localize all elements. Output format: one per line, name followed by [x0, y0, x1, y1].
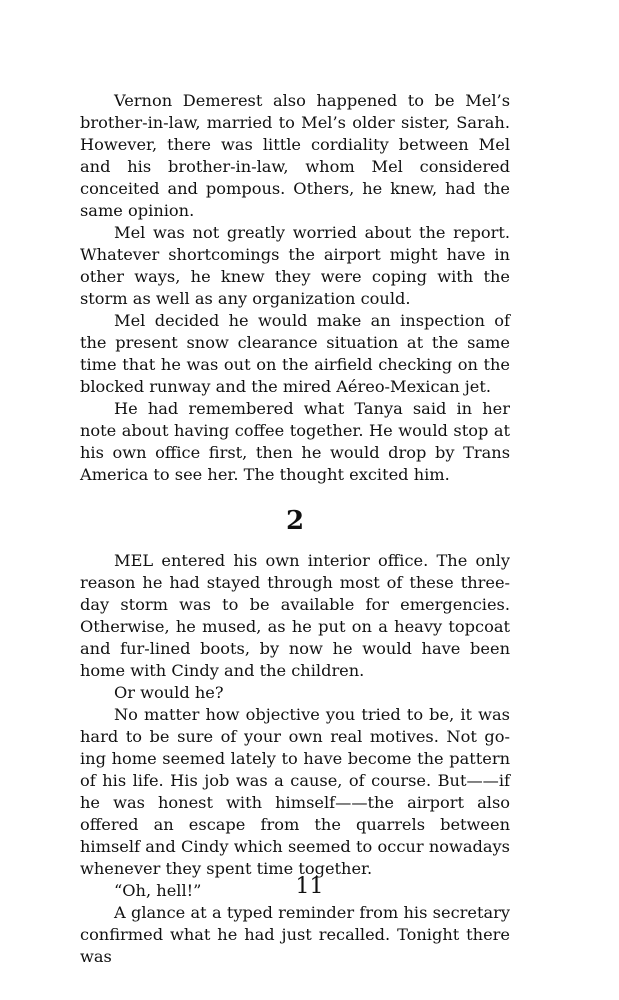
section-one	[80, 90, 510, 486]
paragraph: MEL entered his own interior office. The only reason he had stayed through most of these three-day storm was to be available for emergencies. Otherwise, he mused, as he put on a heavy topcoat and fur-lined boots, by now he would have been home with Cindy and the children.	[80, 551, 510, 680]
chapter-number: 2	[285, 506, 305, 536]
section-two	[80, 550, 510, 968]
paragraph: He had remembered what Tanya said in her note about having coffee together. He would stop at his own office first, then he would drop by Trans America to see her. The thought excited him.	[80, 399, 510, 484]
paragraph: Or would he?	[114, 683, 224, 702]
paragraph: A glance at a typed reminder from his secretary confirmed what he had just recalled. Tonight there was	[80, 903, 510, 966]
paragraph: “Oh, hell!”	[114, 881, 202, 900]
page-number: 11	[295, 874, 324, 899]
paragraph: Mel was not greatly worried about the report. Whatever shortcomings the airport might have in other ways, he knew they were coping with the storm as well as any organization could.	[80, 223, 510, 308]
book-page	[80, 90, 510, 968]
paragraph: No matter how objective you tried to be, it was hard to be sure of your own real motives. Not go-ing home seemed lately to have become the pattern of his life. His job was a cause, of course. But——if he was honest with himself——the airport also offered an escape from the quarrels between himself and Cindy which seemed to occur nowadays whenever they spent time together.	[80, 705, 510, 878]
paragraph: Vernon Demerest also happened to be Mel’s brother-in-law, married to Mel’s older sister, Sarah. However, there was little cordiality between Mel and his brother-in-law, whom Mel considered conceited and pompous. Others, he knew, had the same opinion.	[80, 91, 510, 220]
paragraph: Mel decided he would make an inspection of the present snow clearance situation at the same time that he was out on the airfield checking on the blocked runway and the mired Aéreo-Mexican jet.	[80, 311, 510, 396]
